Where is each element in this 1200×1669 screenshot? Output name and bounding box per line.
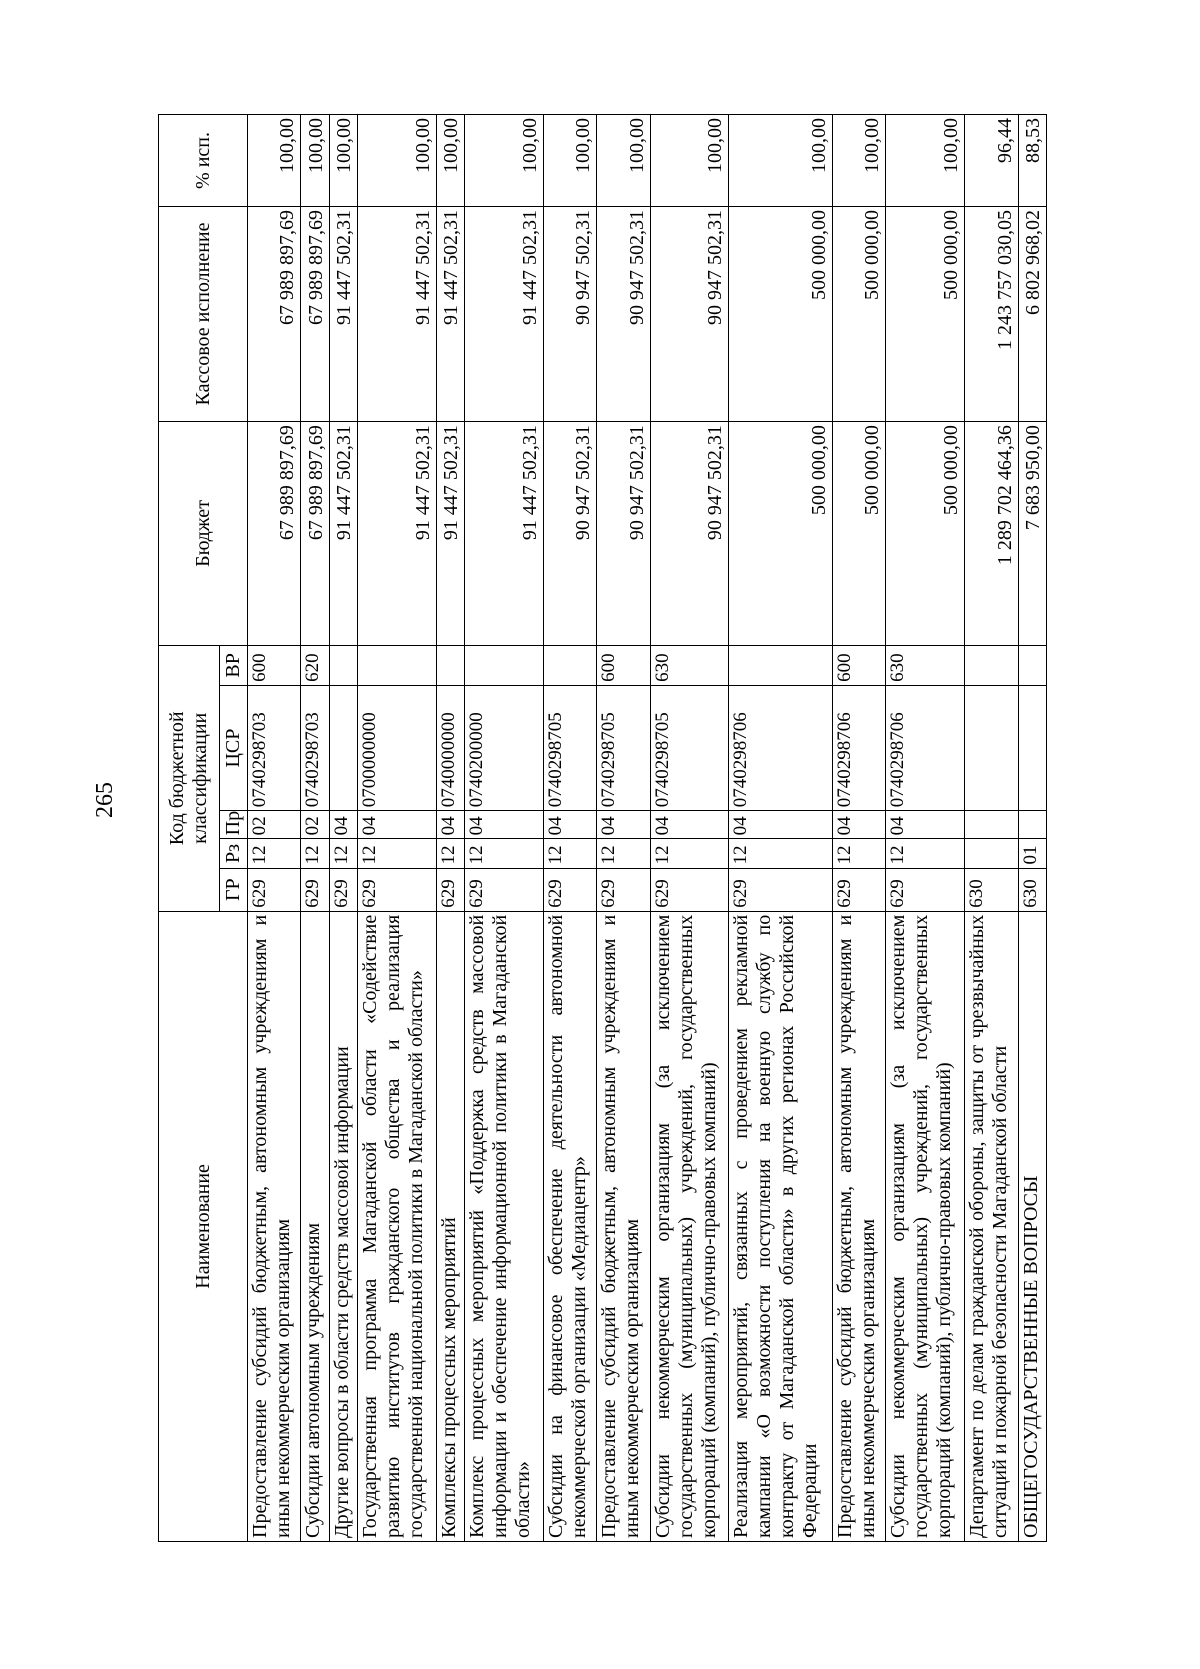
header-rz: Рз bbox=[220, 839, 248, 868]
row-csr: 0740298703 bbox=[248, 685, 301, 810]
row-pct: 100,00 bbox=[729, 115, 833, 207]
row-name: Другие вопросы в области средств массовой информации bbox=[329, 911, 357, 1541]
budget-table-sheet bbox=[158, 114, 1047, 1542]
row-rz: 01 bbox=[1018, 839, 1046, 868]
row-vr bbox=[358, 645, 437, 685]
table-row bbox=[729, 115, 833, 1542]
row-cash: 91 447 502,31 bbox=[465, 206, 544, 421]
row-pr: 04 bbox=[543, 811, 596, 839]
row-pr: 04 bbox=[597, 811, 650, 839]
table-row bbox=[301, 115, 329, 1542]
row-csr bbox=[965, 685, 1018, 810]
row-name: Субсидии некоммерческим организациям (за исключением государственных (муниципальных) учреждений, государственных корпораций (компаний), публично-правовых компаний) bbox=[886, 911, 965, 1541]
row-pct: 88,53 bbox=[1018, 115, 1046, 207]
row-pr: 04 bbox=[886, 811, 965, 839]
row-rz: 12 bbox=[729, 839, 833, 868]
row-vr: 600 bbox=[833, 645, 886, 685]
row-rz: 12 bbox=[597, 839, 650, 868]
row-csr: 0740298703 bbox=[301, 685, 329, 810]
row-budget: 500 000,00 bbox=[833, 422, 886, 646]
row-csr: 0740298705 bbox=[597, 685, 650, 810]
row-vr: 600 bbox=[248, 645, 301, 685]
table-row bbox=[650, 115, 729, 1542]
row-pct: 100,00 bbox=[833, 115, 886, 207]
row-cash: 67 989 897,69 bbox=[301, 206, 329, 421]
row-budget: 7 683 950,00 bbox=[1018, 422, 1046, 646]
table-row bbox=[329, 115, 357, 1542]
row-gr: 629 bbox=[543, 868, 596, 911]
header-pr: Пр bbox=[220, 811, 248, 839]
row-pct: 96,44 bbox=[965, 115, 1018, 207]
header-gr: ГР bbox=[220, 868, 248, 911]
row-csr bbox=[329, 685, 357, 810]
row-pct: 100,00 bbox=[301, 115, 329, 207]
row-vr bbox=[543, 645, 596, 685]
row-gr: 629 bbox=[886, 868, 965, 911]
header-cash: Кассовое исполнение bbox=[159, 206, 248, 421]
row-pct: 100,00 bbox=[597, 115, 650, 207]
row-pr: 04 bbox=[650, 811, 729, 839]
header-pct: % исп. bbox=[159, 115, 248, 207]
row-rz: 12 bbox=[301, 839, 329, 868]
budget-table bbox=[158, 114, 1047, 1542]
table-row bbox=[886, 115, 965, 1542]
row-vr bbox=[436, 645, 464, 685]
row-gr: 629 bbox=[436, 868, 464, 911]
row-vr bbox=[1018, 645, 1046, 685]
row-gr: 629 bbox=[833, 868, 886, 911]
row-vr: 620 bbox=[301, 645, 329, 685]
row-vr: 630 bbox=[886, 645, 965, 685]
row-budget: 91 447 502,31 bbox=[436, 422, 464, 646]
header-csr: ЦСР bbox=[220, 685, 248, 810]
row-vr: 600 bbox=[597, 645, 650, 685]
table-row bbox=[597, 115, 650, 1542]
row-gr: 629 bbox=[597, 868, 650, 911]
row-vr bbox=[965, 645, 1018, 685]
row-budget: 90 947 502,31 bbox=[597, 422, 650, 646]
row-cash: 91 447 502,31 bbox=[436, 206, 464, 421]
row-vr bbox=[729, 645, 833, 685]
row-budget: 1 289 702 464,36 bbox=[965, 422, 1018, 646]
row-name: Субсидии автономным учреждениям bbox=[301, 911, 329, 1541]
row-pr: 04 bbox=[729, 811, 833, 839]
row-name: Реализация мероприятий, связанных с проведением рекламной кампании «О возможности поступления на военную службу по контракту от Магаданской области» в других регионах Российской Федерации bbox=[729, 911, 833, 1541]
row-cash: 1 243 757 030,05 bbox=[965, 206, 1018, 421]
row-csr: 0740200000 bbox=[465, 685, 544, 810]
table-row bbox=[543, 115, 596, 1542]
row-csr: 0700000000 bbox=[358, 685, 437, 810]
row-name: ОБЩЕГОСУДАРСТВЕННЫЕ ВОПРОСЫ bbox=[1018, 911, 1046, 1541]
row-rz: 12 bbox=[465, 839, 544, 868]
row-pr: 04 bbox=[465, 811, 544, 839]
row-pct: 100,00 bbox=[358, 115, 437, 207]
row-budget: 500 000,00 bbox=[886, 422, 965, 646]
row-csr: 0740298706 bbox=[886, 685, 965, 810]
row-pct: 100,00 bbox=[650, 115, 729, 207]
row-pr: 02 bbox=[248, 811, 301, 839]
row-cash: 90 947 502,31 bbox=[597, 206, 650, 421]
row-pr: 04 bbox=[436, 811, 464, 839]
row-rz: 12 bbox=[886, 839, 965, 868]
row-budget: 91 447 502,31 bbox=[358, 422, 437, 646]
row-budget: 91 447 502,31 bbox=[329, 422, 357, 646]
row-rz bbox=[965, 839, 1018, 868]
row-rz: 12 bbox=[248, 839, 301, 868]
table-row bbox=[436, 115, 464, 1542]
row-budget: 91 447 502,31 bbox=[465, 422, 544, 646]
row-name: Департамент по делам гражданской обороны, защиты от чрезвычайных ситуаций и пожарной безопасности Магаданской области bbox=[965, 911, 1018, 1541]
row-pct: 100,00 bbox=[886, 115, 965, 207]
row-pr: 02 bbox=[301, 811, 329, 839]
row-pct: 100,00 bbox=[436, 115, 464, 207]
row-csr: 0740000000 bbox=[436, 685, 464, 810]
row-budget: 90 947 502,31 bbox=[543, 422, 596, 646]
row-pct: 100,00 bbox=[465, 115, 544, 207]
row-rz: 12 bbox=[650, 839, 729, 868]
row-cash: 500 000,00 bbox=[833, 206, 886, 421]
row-name: Субсидии на финансовое обеспечение деятельности автономной некоммерческой организации «Медиацентр» bbox=[543, 911, 596, 1541]
table-row bbox=[833, 115, 886, 1542]
table-row bbox=[248, 115, 301, 1542]
row-gr: 629 bbox=[358, 868, 437, 911]
table-body bbox=[248, 115, 1047, 1542]
row-gr: 629 bbox=[729, 868, 833, 911]
row-name: Предоставление субсидий бюджетным, автономным учреждениям и иным некоммерческим организациям bbox=[833, 911, 886, 1541]
row-pr bbox=[1018, 811, 1046, 839]
row-name: Государственная программа Магаданской области «Содействие развитию институтов гражданского общества и реализация государственной национальной политики в Магаданской области» bbox=[358, 911, 437, 1541]
row-rz: 12 bbox=[833, 839, 886, 868]
row-cash: 90 947 502,31 bbox=[543, 206, 596, 421]
page-number: 265 bbox=[92, 782, 118, 818]
row-pr: 04 bbox=[833, 811, 886, 839]
row-csr: 0740298705 bbox=[650, 685, 729, 810]
header-vr: ВР bbox=[220, 645, 248, 685]
row-pr: 04 bbox=[358, 811, 437, 839]
row-csr: 0740298705 bbox=[543, 685, 596, 810]
row-name: Субсидии некоммерческим организациям (за исключением государственных (муниципальных) учреждений, государственных корпораций (компаний), публично-правовых компаний) bbox=[650, 911, 729, 1541]
row-gr: 629 bbox=[248, 868, 301, 911]
row-cash: 6 802 968,02 bbox=[1018, 206, 1046, 421]
row-budget: 67 989 897,69 bbox=[248, 422, 301, 646]
row-pr bbox=[965, 811, 1018, 839]
row-cash: 91 447 502,31 bbox=[358, 206, 437, 421]
header-budget: Бюджет bbox=[159, 422, 248, 646]
row-gr: 630 bbox=[1018, 868, 1046, 911]
table-row bbox=[465, 115, 544, 1542]
table-row bbox=[1018, 115, 1046, 1542]
row-cash: 500 000,00 bbox=[729, 206, 833, 421]
table-row bbox=[965, 115, 1018, 1542]
row-vr: 630 bbox=[650, 645, 729, 685]
row-rz: 12 bbox=[436, 839, 464, 868]
row-pct: 100,00 bbox=[329, 115, 357, 207]
row-csr: 0740298706 bbox=[833, 685, 886, 810]
row-csr: 0740298706 bbox=[729, 685, 833, 810]
row-gr: 629 bbox=[301, 868, 329, 911]
table-row bbox=[358, 115, 437, 1542]
row-name: Предоставление субсидий бюджетным, автономным учреждениям и иным некоммерческим организациям bbox=[597, 911, 650, 1541]
row-name: Предоставление субсидий бюджетным, автономным учреждениям и иным некоммерческим организациям bbox=[248, 911, 301, 1541]
row-vr bbox=[329, 645, 357, 685]
header-budget-code: Код бюджетной классификации bbox=[159, 645, 220, 911]
row-rz: 12 bbox=[543, 839, 596, 868]
row-gr: 629 bbox=[329, 868, 357, 911]
row-pct: 100,00 bbox=[543, 115, 596, 207]
row-budget: 500 000,00 bbox=[729, 422, 833, 646]
row-csr bbox=[1018, 685, 1046, 810]
row-rz: 12 bbox=[358, 839, 437, 868]
row-name: Комплексы процессных мероприятий bbox=[436, 911, 464, 1541]
row-gr: 629 bbox=[650, 868, 729, 911]
row-vr bbox=[465, 645, 544, 685]
row-cash: 67 989 897,69 bbox=[248, 206, 301, 421]
row-rz: 12 bbox=[329, 839, 357, 868]
row-budget: 90 947 502,31 bbox=[650, 422, 729, 646]
header-name: Наименование bbox=[159, 911, 248, 1541]
row-gr: 630 bbox=[965, 868, 1018, 911]
row-gr: 629 bbox=[465, 868, 544, 911]
row-budget: 67 989 897,69 bbox=[301, 422, 329, 646]
row-cash: 90 947 502,31 bbox=[650, 206, 729, 421]
row-pr: 04 bbox=[329, 811, 357, 839]
row-name: Комплекс процессных мероприятий «Поддержка средств массовой информации и обеспечение информационной политики в Магаданской области» bbox=[465, 911, 544, 1541]
row-cash: 91 447 502,31 bbox=[329, 206, 357, 421]
row-cash: 500 000,00 bbox=[886, 206, 965, 421]
row-pct: 100,00 bbox=[248, 115, 301, 207]
